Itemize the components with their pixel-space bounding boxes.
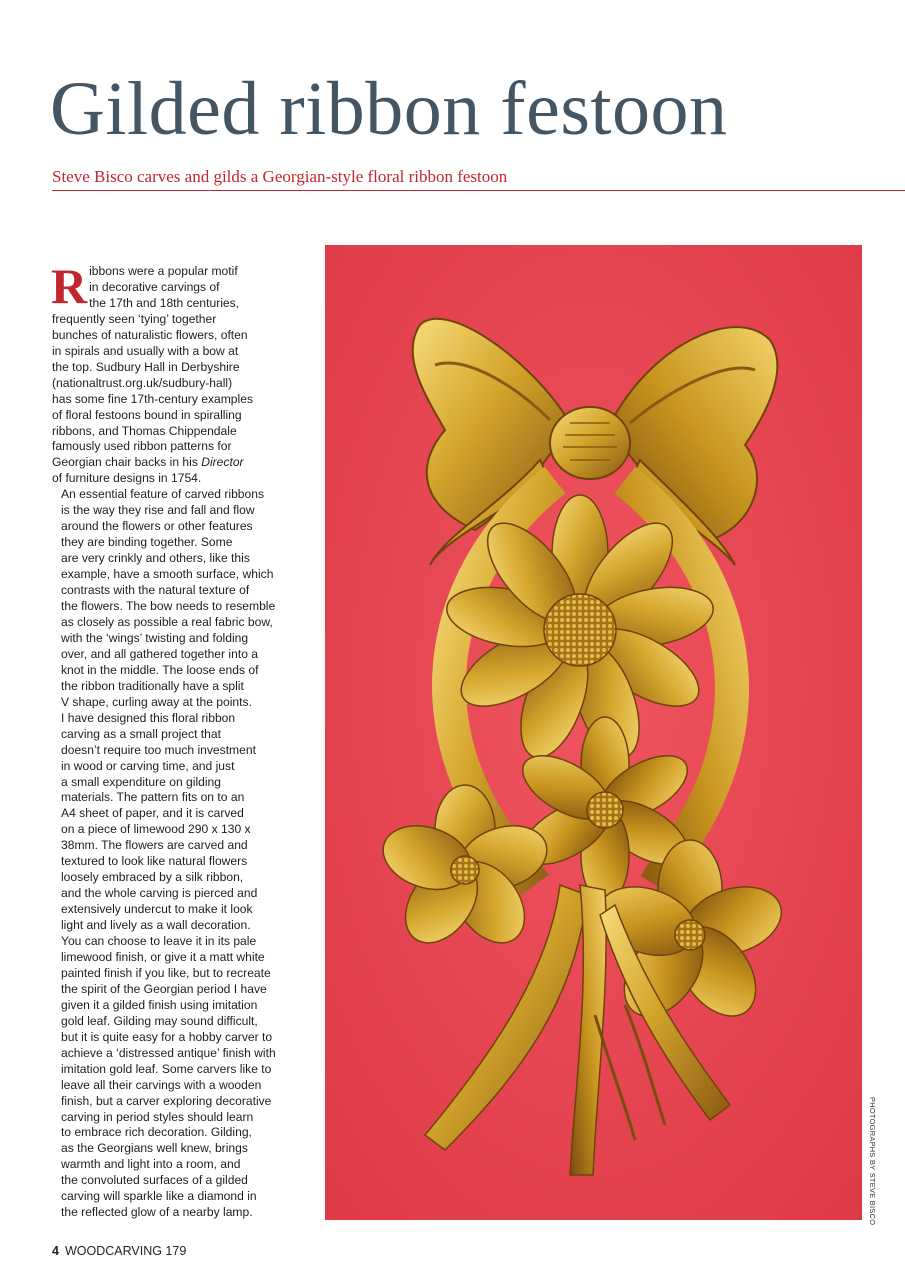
text-line: carving will sparkle like a diamond in (61, 1189, 257, 1204)
text-line: carving as a small project that (61, 726, 221, 741)
text-line: ribbons, and Thomas Chippendale (52, 423, 237, 438)
text-line: given it a gilded finish using imitation (61, 997, 258, 1012)
article-title: Gilded ribbon festoon (50, 67, 728, 151)
article-standfirst: Steve Bisco carves and gilds a Georgian-style floral ribbon festoon (52, 167, 508, 186)
text-line: and the whole carving is pierced and (61, 886, 258, 901)
text-line: ibbons were a popular motif (89, 264, 238, 278)
text-line: as the Georgians well knew, brings (61, 1141, 248, 1156)
text-line: painted finish if you like, but to recreate (61, 965, 271, 980)
paragraph-4 (52, 934, 278, 1221)
gilded-festoon-photo (325, 245, 862, 1220)
text-line: they are binding together. Some (61, 535, 233, 550)
text-line: imitation gold leaf. Some carvers like to (61, 1061, 272, 1076)
text-line: of floral festoons bound in spiralling (52, 407, 242, 422)
article-body (51, 258, 278, 1221)
page-number: 4 (52, 1244, 59, 1258)
paragraph-3 (52, 711, 278, 934)
drop-cap: R (51, 258, 88, 314)
text-line: V shape, curling away at the points. (61, 694, 252, 709)
text-line: textured to look like natural flowers (61, 854, 248, 869)
text-line: the reflected glow of a nearby lamp. (61, 1205, 253, 1220)
text-line: (nationaltrust.org.uk/sudbury-hall) (52, 375, 233, 390)
text-line: the spirit of the Georgian period I have (61, 981, 267, 996)
text-line: example, have a smooth surface, which (61, 567, 274, 582)
text-line: the convoluted surfaces of a gilded (61, 1173, 248, 1188)
magazine-issue: WOODCARVING 179 (64, 1244, 187, 1258)
book-title-director: Director (201, 455, 244, 470)
text-line: famously used ribbon patterns for (52, 439, 232, 454)
text-line: loosely embraced by a silk ribbon, (61, 870, 244, 885)
text-line: of furniture designs in 1754. (52, 471, 202, 486)
text-line: doesn’t require too much investment (61, 742, 256, 757)
text-line: the ribbon traditionally have a split (61, 678, 244, 693)
text-line: the flowers. The bow needs to resemble (61, 599, 276, 614)
page-footer (52, 1243, 186, 1259)
text-line: An essential feature of carved ribbons (61, 487, 265, 502)
text-line: bunches of naturalistic flowers, often (52, 327, 248, 342)
text-line: are very crinkly and others, like this (61, 551, 250, 566)
text-line: finish, but a carver exploring decorative (61, 1093, 272, 1108)
text-line: with the ‘wings’ twisting and folding (61, 630, 249, 645)
photo-credit (865, 1097, 879, 1226)
text-line: achieve a ‘distressed antique’ finish with (61, 1045, 276, 1060)
text-line: on a piece of limewood 290 x 130 x (61, 822, 251, 837)
text-line: is the way they rise and fall and flow (61, 503, 255, 518)
photo-credit-text: PHOTOGRAPHS BY STEVE BISCO (868, 1097, 877, 1226)
text-line: warmth and light into a room, and (61, 1157, 241, 1172)
text-line: limewood finish, or give it a matt white (61, 949, 265, 964)
text-line: knot in the middle. The loose ends of (61, 662, 259, 677)
paragraph-1 (51, 258, 278, 487)
text-line (52, 455, 278, 471)
paragraph-2 (52, 487, 278, 710)
text-line: extensively undercut to make it look (61, 902, 253, 917)
text-line: frequently seen ‘tying’ together (52, 311, 217, 326)
text-line: gold leaf. Gilding may sound difficult, (61, 1013, 258, 1028)
text-line: A4 sheet of paper, and it is carved (61, 806, 244, 821)
text-line: carving in period styles should learn (61, 1109, 254, 1124)
text-line: materials. The pattern fits on to an (61, 790, 245, 805)
text-line: leave all their carvings with a wooden (61, 1077, 262, 1092)
text-line: as closely as possible a real fabric bow, (61, 614, 273, 629)
text-line: contrasts with the natural texture of (61, 583, 250, 598)
text-fragment: Georgian chair backs in his (52, 455, 202, 470)
text-line: in spirals and usually with a bow at (52, 343, 239, 358)
text-line: the 17th and 18th centuries, (89, 295, 240, 310)
text-line: over, and all gathered together into a (61, 646, 259, 661)
text-line: You can choose to leave it in its pale (61, 934, 257, 949)
text-line: 38mm. The flowers are carved and (61, 838, 248, 853)
ribbon-knot (550, 407, 630, 479)
text-line: in decorative carvings of (89, 279, 220, 294)
text-line: a small expenditure on gilding (61, 774, 222, 789)
header-rule (52, 190, 905, 191)
text-line: I have designed this floral ribbon (61, 710, 236, 725)
text-line: to embrace rich decoration. Gilding, (61, 1125, 252, 1140)
text-line: but it is quite easy for a hobby carver to (61, 1029, 273, 1044)
text-line: in wood or carving time, and just (61, 758, 235, 773)
text-line: light and lively as a wall decoration. (61, 918, 251, 933)
text-line: the top. Sudbury Hall in Derbyshire (52, 359, 240, 374)
text-line: around the flowers or other features (61, 519, 253, 534)
text-line: has some fine 17th-century examples (52, 391, 253, 406)
